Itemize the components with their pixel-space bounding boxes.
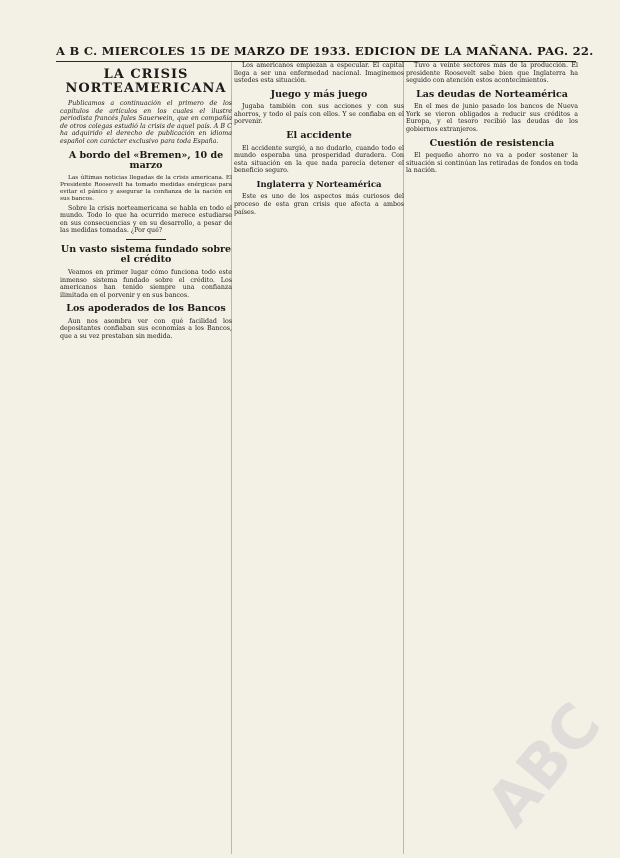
headline-bremen: A bordo del «Bremen», 10 de marzo: [68, 149, 224, 172]
lead-paragraph: Publicamos a continuación el primero de los capítulos de artículos en los cuales el ilustre periodista francés Jules Sauerwein, que en compañía de otros colegas estudió la crisis de aquel país. A B C ha adquirido el derecho de publicación en idioma español con carácter exclusivo para toda España.: [60, 100, 232, 145]
accident-paragraph: El accidente surgió, a no dudarlo, cuando todo el mundo esperaba una prosperidad duradera. Con esta situación en la que nada parecía detener el beneficio seguro.: [234, 144, 404, 175]
masthead: A B C. MIERCOLES 15 DE MARZO DE 1933. EDICION DE LA MAÑANA. PAG. 22.: [56, 44, 576, 62]
headline-england: Inglaterra y Norteamérica: [256, 179, 382, 190]
headline-resistance: Cuestión de resistencia: [429, 137, 555, 149]
abc-watermark: ABC: [473, 690, 615, 840]
debts-paragraph: En el mes de junio pasado los bancos de Nueva York se vieron obligados a reducir sus créditos a Europa, y el tesoro recibió las deudas de los gobiernos extranjeros.: [406, 103, 578, 134]
headline-banks: Los apoderados de los Bancos: [66, 303, 226, 315]
bremen-paragraph: Las últimas noticias llegadas de la crisis americana. El Presidente Roosevelt ha tomado medidas enérgicas para evitar el pánico y asegurar la confianza de la nación en sus bancos.: [60, 174, 232, 202]
headline-debts: Las deudas de Norteamérica: [416, 88, 568, 100]
resistance-paragraph: El pequeño ahorro no va a poder sostener la situación si continúan las retiradas de fondos en toda la nación.: [406, 152, 578, 175]
separator: [126, 239, 166, 240]
england-paragraph: Este es uno de los aspectos más curiosos del proceso de esta gran crisis que afecta a ambos países.: [234, 193, 404, 216]
column-1: [60, 62, 232, 854]
game-paragraph: Jugaba también con sus acciones y con sus ahorros, y todo el país con ellos. Y se confiaba en el porvenir.: [234, 103, 404, 126]
banks-paragraph: Aun nos asombra ver con qué facilidad los depositantes confiaban sus economías a los Bancos, que a su vez prestaban sin medida.: [60, 317, 232, 340]
headline-game: Juego y más juego: [270, 88, 368, 100]
intro-paragraph: Sobre la crisis norteamericana se habla en todo el mundo. Todo lo que ha ocurrido merece estudiarse en sus consecuencias y en su desarrollo, a pesar de las medidas tomadas. ¿Por qué?: [60, 204, 232, 235]
headline-credit: Un vasto sistema fundado sobre el crédito: [60, 243, 232, 266]
headline-accident: El accidente: [286, 130, 352, 142]
top-paragraph-3: Tuvo a veinte sectores más de la producción. El presidente Roosevelt sabe bien que Inglaterra ha seguido con atención estos acontecimientos.: [406, 62, 578, 85]
column-2: [234, 62, 404, 854]
credit-paragraph: Veamos en primer lugar cómo funciona todo este inmenso sistema fundado sobre el crédito. Los americanos han tenido siempre una confianza ilimitada en el porvenir y en sus bancos.: [60, 268, 232, 299]
headline-crisis: LA CRISIS NORTEAMERICANA: [65, 67, 227, 96]
top-paragraph: Los americanos empiezan a especular. El capital llega a ser una enfermedad nacional. Imaginemos ustedes esta situación.: [234, 62, 404, 85]
